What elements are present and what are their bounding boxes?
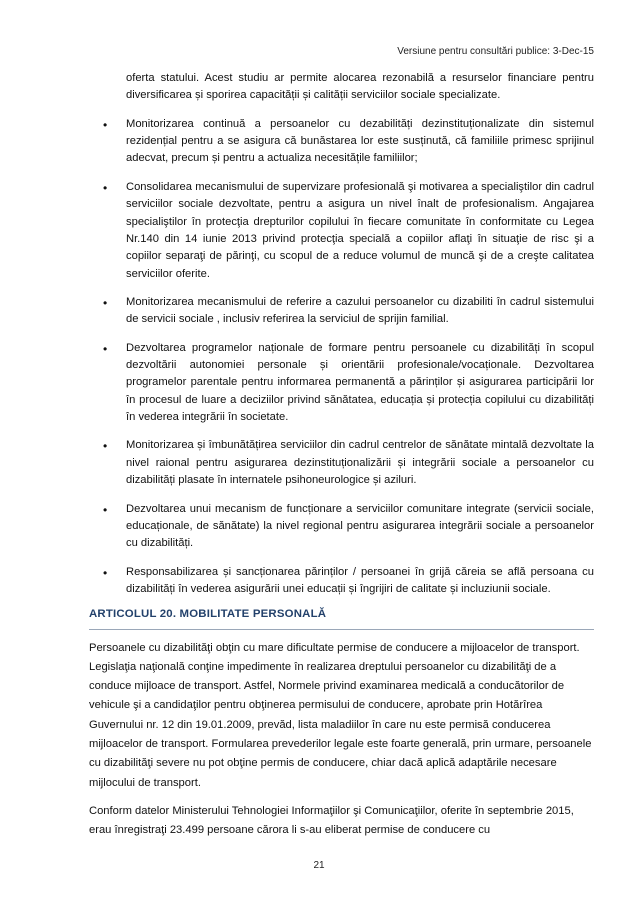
article-heading: ARTICOLUL 20. MOBILITATE PERSONALĂ (89, 606, 594, 630)
bullet-icon: • (103, 439, 108, 454)
document-body (89, 70, 594, 609)
list-item: • Responsabilizarea și sancționarea părinților / persoanei în grijă căreia se află persoana cu dizabilități în vederea asigurării unei educații și îngrijiri de calitate și incluziunii sociale. (103, 565, 594, 595)
body-paragraph: Persoanele cu dizabilităţi obţin cu mare dificultate permise de conducere a mijloacelor de transport. Legislaţia naţională conţine impedimente în realizarea dreptului persoanelor cu dizabilităţi de a conduce mijloace de transport. Astfel, Normele privind examinarea medicală a conducătorilor de vehicule şi a candidaţilor pentru obţinerea permisului de conducere, aprobate prin Hotărîrea Guvernului nr. 12 din 19.01.2009, prevăd, lista maladiilor în care nu este permisă conducerea mijloacelor de transport. Formularea prevederilor legale este foarte generală, prin urmare, persoanele cu dizabilităţi severe nu pot obţine permis de conducere, chiar dacă aplică adaptările necesare mijlocului de transport. (89, 641, 592, 789)
body-paragraph: Conform datelor Ministerului Tehnologiei Informaţiilor şi Comunicaţiilor, oferite în septembrie 2015, erau înregistraţi 23.499 persoane cărora li s-au eliberat permise de conducere cu (89, 804, 574, 837)
list-item: • Dezvoltarea unui mecanism de funcționare a serviciilor comunitare integrate (servicii sociale, educaționale, de sănătate) la nivel regional pentru asigurarea integrării sociale a persoanelor cu dizabilități. (103, 502, 594, 550)
list-item: • Dezvoltarea programelor naționale de formare pentru persoanele cu dizabilități în scopul dezvoltării autonomiei personale și orientării profesionale/vocaționale. Dezvoltarea programelor parentale pentru informarea permanentă a părinților și asigurarea participării lor în procesul de luare a deciziilor privind sănătatea, educația și protecția copilului cu dizabilități în vederea integrării în societate. (103, 341, 594, 424)
bullet-list (89, 116, 594, 599)
article-section (89, 590, 594, 840)
bullet-icon: • (103, 295, 108, 310)
page-header: Versiune pentru consultări publice: 3-Dec-15 (397, 46, 594, 57)
list-item: • Monitorizarea și îmbunătățirea serviciilor din cadrul centrelor de sănătate mintală dezvoltate la nivel raional pentru asigurarea dezinstituționalizării și integrării sociale a persoanelor cu dizabilități plasate în internatele psihoneurologice și aziluri. (103, 439, 594, 487)
bullet-icon: • (103, 117, 108, 132)
list-item: • Monitorizarea mecanismului de referire a cazului persoanelor cu dizabiliti în cadrul sistemului de servicii sociale , inclusiv referirea la serviciul de sprijin familial. (103, 295, 594, 326)
bullet-icon: • (103, 341, 108, 356)
continuation-paragraph: oferta statului. Acest studiu ar permite alocarea rezonabilă a resurselor financiare pentru diversificarea și sporirea capacității și calității serviciilor sociale specializate. (126, 72, 594, 102)
bullet-icon: • (103, 502, 108, 517)
list-item: • Consolidarea mecanismului de supervizare profesională şi motivarea a specialiştilor din cadrul serviciilor sociale dezvoltate, pentru a asigura un nivel înalt de profesionalism. Angajarea specialiştilor în protecţia drepturilor copilului în fiecare comunitate în conformitate cu Legea Nr.140 din 14 iunie 2013 privind protecţia specială a copiilor aflaţi în situaţie de risc şi a copiilor separaţi de părinţi, cu scopul de a reduce volumul de muncă şi de a creşte calitatea serviciilor oferite. (103, 180, 594, 280)
bullet-icon: • (103, 180, 108, 195)
bullet-icon: • (103, 565, 108, 580)
list-item: • Monitorizarea continuă a persoanelor cu dezabilități dezinstituționalizate din sistemul rezidențial pentru a se asigura că bunăstarea lor este susținută, că familiile primesc sprijinul adecvat, precum și pentru a actualiza necesitățile familiilor; (103, 117, 594, 165)
page-number: 21 (313, 860, 325, 871)
